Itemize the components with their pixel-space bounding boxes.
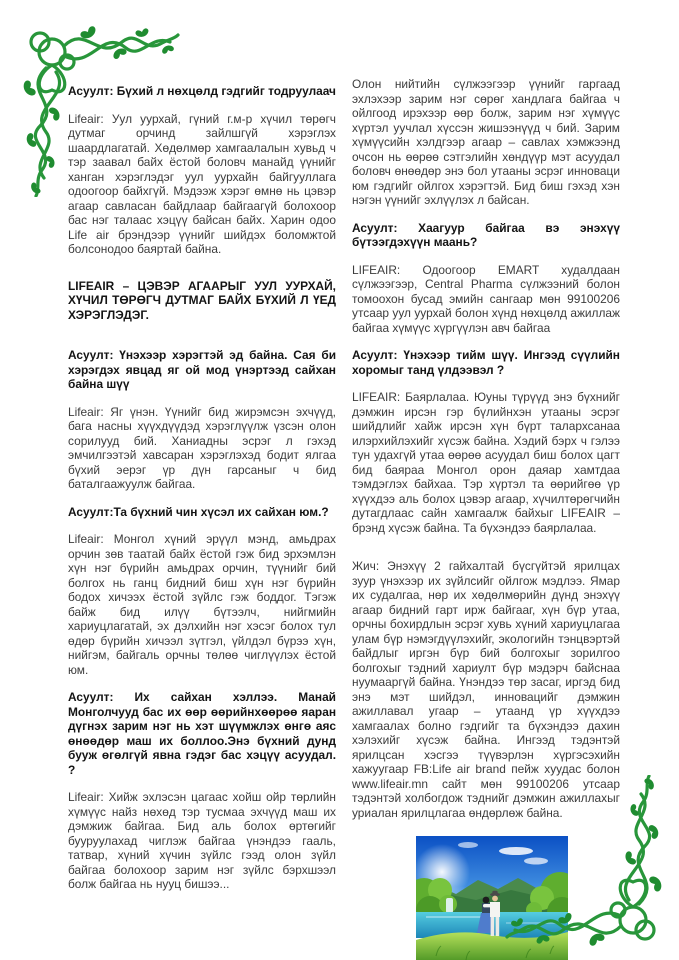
- postscript-paragraph: Жич: Энэхүү 2 гайхалтай бүсгүйтэй ярилцах зуур үнэхээр их зүйлсийг ойлгож мэдлээ. Ямар их судалгаа, нөр их хөдөлмөрийн дүнд энэхүү агаар бидний гарт ирж байгааг, хүн бүр утаа, орчны бохирдлын эсрэг хувь хүний хариуцлагаа улам бүр нэмэгдүүлэхийг, экологийн тэнцвэртэй байдлыг иргэн бүр бий болгохыг зорилгоо болгохыг тэдний хариулт бүр мэдэрч байснаа нуумааргүй байна. Үнэндээ төр засаг, иргэд бид энэ мэт шийдэл, инновацийг дэмжин ажиллавал угаар – утаанд үр хүүхдээ хамгаалах болно гэдгийг та бүхэндээ дахин хэлэхийг хүсэж байна. Ингээд тэдэнтэй ярилцсан хэсгээ түүвэрлэн хүргэсэхийн хажуугаар FB:Life air brand пейж хуудас болон www.lifeair.mn сайт мөн 99100206 утсаар тэдэнтэй холбогдож тэднийг дэмжин ажиллахыг уриалан ярилцлагаа өндөрлөж байна.: [352, 559, 620, 820]
- right-text-column: [352, 77, 620, 960]
- answer-paragraph: LIFEAIR: Баярлалаа. Юуны түрүүд энэ бүхнийг дэмжин ирсэн гэр бүлийнхэн утааны эсрэг шийдлийг хайж ирсэн хүн бүрт талархсанаа илэрхийлэхийг хүсэж байна. Хэдий бэрх ч гэлээ тун удахгүй утаа өөрөө асуудал биш болох цагт бид баяраа Монгол орон даяар хамтдаа тэмдэглэх байхаа. Тэр хүртэл та өөрийгөө үр хүүхдээ аль болох цэвэр агаар, хүчилтөрөгчийн дутагдлаас сайн хамгаалж байхыг LIFEAIR – брэнд хүсэж байна. Та бүхэндээ баярлалаа.: [352, 390, 620, 535]
- nature-photo: [416, 836, 568, 960]
- left-text-column: [68, 84, 336, 905]
- question-heading: Асуулт:Та бүхний чин хүсэл их сайхан юм.?: [68, 504, 329, 519]
- waterfall: [446, 898, 453, 913]
- answer-paragraph: Lifeair: Хийж эхлэсэн цагаас хойш ойр төрлийн хүмүүс найз нөхөд тэр тусмаа эхчүүд маш их дэмжиж байгаа. Бид аль болох өртөгийг бууруулахад чиглэж байгаа үнэндээ гааль, татвар, хүний хүчин зүйлс гээд олон зүйл байгаа болохоор зарим нэг зүйлс бэрхшээл болж байгаа нь нууц бишээ...: [68, 790, 336, 891]
- answer-paragraph: Lifeair: Монгол хүний эрүүл мэнд, амьдрах орчин зөв таатай байх ёстой гэж бид эрхэмлэн хүн нэг бүрийн амьдрах орчин, түүнийг бий болгох нь ганц бидний биш хүн нэг бүрийн бодох хичээх ёстой зүйлс гэж боддог. Тэгэж байж бид илүү бүтээлч, нийгмийн хариуцлагатай, эх дэлхийн нэг хэсэг болох тул өдөр бүрийн хичээл зүтгэл, үйлдэл бүрээ хүн, нийгэм, байгаль орчны төлөө чиглүүлэх ёстой юм.: [68, 532, 336, 677]
- answer-paragraph: LIFEAIR: Одоогоор EMART худалдаан сүлжээгээр, Central Pharma сүлжээний болон томоохон бусад эмийн сангаар мөн 99100206 утсаар уул уурхай болон хүнд нөхцөлд ажиллаж байгаа хүмүүс хүргүүлэн авч байгаа: [352, 262, 620, 335]
- nature-photo-image: [416, 836, 568, 960]
- question-heading: Асуулт: Үнэхээр хэрэгтэй эд байна. Сая би хэрэгдэх явцад яг ой мод үнэртээд сайхан байна шүү: [68, 348, 336, 391]
- question-heading: Асуулт: Үнэхээр тийм шүү. Ингээд сүүлийн хоромыг танд үлдээвэл ?: [352, 348, 620, 377]
- answer-paragraph: Lifeair: Уул уурхай, гүний г.м-р хүчил төрөгч дутмаг орчинд зайлшгүй хэрэглэх шаардлагатай. Хөдөлмөр хамгаалалын хувьд ч тэр заавал байх ёстой боловч манайд үүнийг ханган хэрэглэдэг уул уурхайн байгууллага одоогоор байхгүй. Мэдээж хэрэг өмнө нь цэвэр агаар савласан байдлаар байгаагүй болохоор бас нэг талаас хэцүү байсан байх. Харин одоо Life air брэндээр үүнийг шийдэх боломжтой болсонодоо баяртай байна.: [68, 111, 336, 256]
- answer-paragraph: Lifeair: Яг үнэн. Үүнийг бид жирэмсэн эхчүүд, бага насны хүүхдүүдэд хэрэглүүлж үзсэн олон сорилууд бий. Ханиадны эсрэг л гэхэд эмчилгээтэй хавсаран хэрэглэхэд бодит ялгаа бүхий эерэг үр дүн гарсаныг ч бид баталгаажуулж байгаа.: [68, 404, 336, 491]
- answer-paragraph: Олон нийтийн сүлжээгээр үүнийг гаргаад эхлэхээр зарим нэг сөрөг хандлага байгаа ч ойлгоод ирэхээр өөр болж, зарим нэг хүмүүс хүртэл уучлал хүссэн жишээнүүд ч бий. Зарим хүмүүсийн хэлдгээр агаар – савлах хэмжээнд очсон нь өөрөө сэтгэлийн хөндүүр мэт асуудал боловч өнөөдөр энэ бол утааны эсрэг инноваци юм гэдгийг ойлгох хэрэгтэй. Бид биш гэхэд хэн нэгэн үүнийг эхлүүлэх л байсан.: [352, 77, 620, 207]
- question-heading: Асуулт: Хаагуур байгаа вэ энэхүү бүтээгдэхүүн маань?: [352, 220, 620, 249]
- question-heading: Асуулт: Бүхий л нөхцөлд гэдгийг тодруулаач: [68, 84, 336, 98]
- question-heading: Асуулт: Их сайхан хэллээ. Манай Монголчууд бас их өөр өөрийнхөөрөө яаран дүгнэх зарим нэг нь хэт шүүмжлэх өнгө аяс өнөөдөр маш их боллоо.Энэ бүхний дунд бууж өгөлгүй явна гэдэг бас хэцүү асуудал. ?: [68, 690, 336, 777]
- pull-quote-heading: LIFEAIR – ЦЭВЭР АГААРЫГ УУЛ УУРХАЙ, ХҮЧИЛ ТӨРӨГЧ ДУТМАГ БАЙХ БҮХИЙ Л ҮЕД ХЭРЭГЛЭДЭГ.: [68, 278, 336, 322]
